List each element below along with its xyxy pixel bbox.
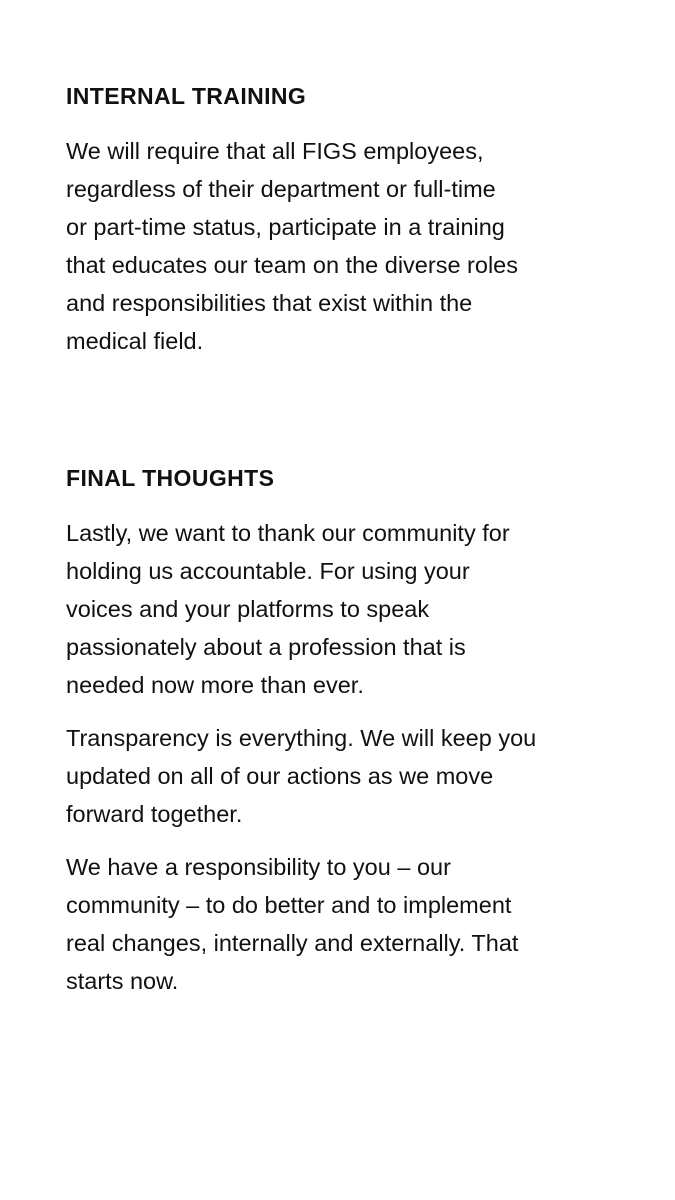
text-line: needed now more than ever. <box>66 672 364 698</box>
text-line: forward together. <box>66 801 243 827</box>
final-thoughts-paragraph-2 <box>66 719 626 833</box>
text-line: real changes, internally and externally. That <box>66 930 519 956</box>
text-line: that educates our team on the diverse roles <box>66 252 518 278</box>
internal-training-heading: INTERNAL TRAINING <box>66 83 307 109</box>
final-thoughts-heading: FINAL THOUGHTS <box>66 465 275 491</box>
internal-training-paragraph <box>66 132 626 360</box>
text-line: We will require that all FIGS employees, <box>66 138 484 164</box>
text-line: and responsibilities that exist within the <box>66 290 473 316</box>
text-line: Transparency is everything. We will keep you <box>66 725 537 751</box>
final-thoughts-section <box>66 461 626 1000</box>
text-line: Lastly, we want to thank our community for <box>66 520 510 546</box>
text-line: starts now. <box>66 968 179 994</box>
text-line: updated on all of our actions as we move <box>66 763 494 789</box>
text-line: We have a responsibility to you – our <box>66 854 451 880</box>
text-line: or part-time status, participate in a training <box>66 214 505 240</box>
final-thoughts-paragraph-3 <box>66 848 626 1000</box>
text-line: medical field. <box>66 328 204 354</box>
text-line: community – to do better and to implement <box>66 892 512 918</box>
final-thoughts-paragraph-1 <box>66 514 626 704</box>
text-line: regardless of their department or full-time <box>66 176 496 202</box>
text-line: passionately about a profession that is <box>66 634 466 660</box>
text-line: voices and your platforms to speak <box>66 596 430 622</box>
internal-training-section <box>66 79 626 360</box>
text-line: holding us accountable. For using your <box>66 558 470 584</box>
